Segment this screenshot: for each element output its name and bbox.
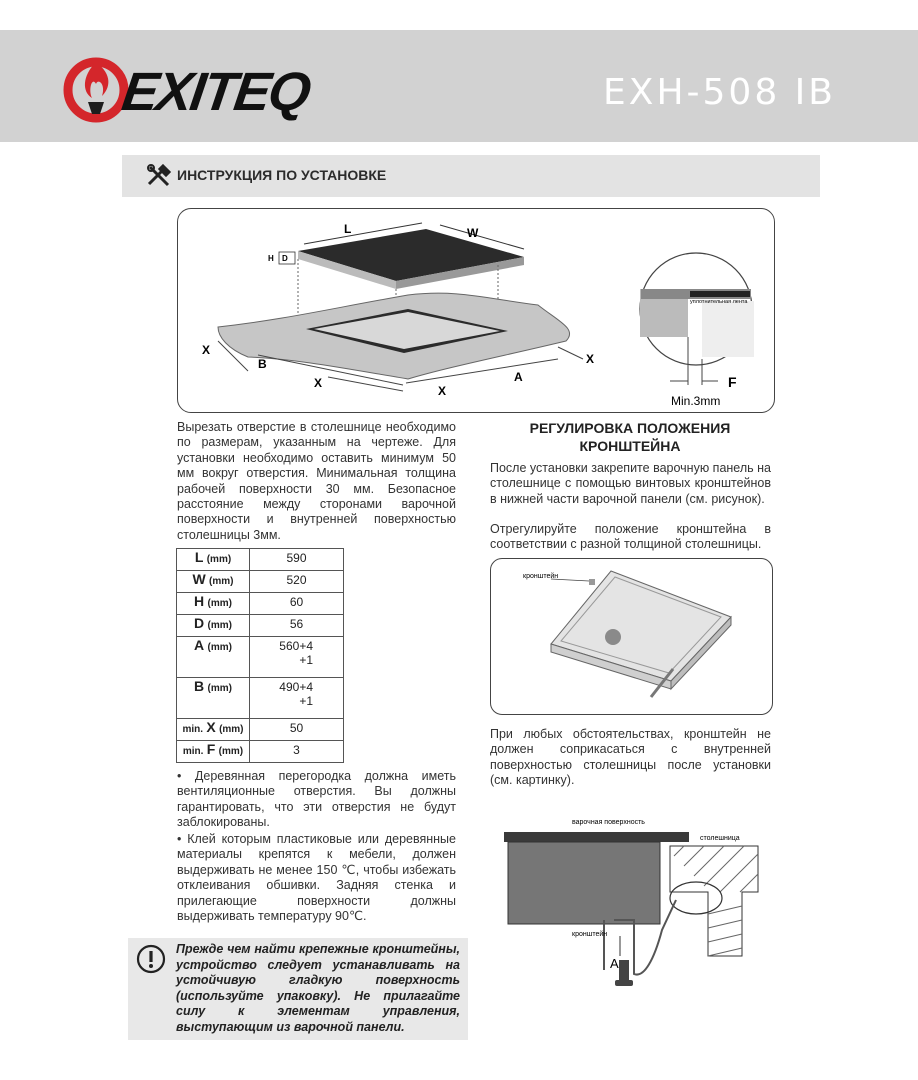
label-B: B (258, 357, 267, 371)
bracket-section-drawing (494, 810, 774, 1000)
cutout-drawing (178, 209, 774, 412)
label-F: F (728, 374, 737, 390)
tools-icon (146, 163, 172, 189)
seal-detail (640, 253, 754, 365)
table-row: H (mm) 60 (177, 593, 344, 615)
bracket-text-2: Отрегулируйте положение кронштейна в соответствии с разной толщиной столешницы. (490, 522, 771, 552)
exiteq-logo (58, 40, 398, 130)
table-row: B (mm) 490+4 +1 (177, 678, 344, 719)
warning-text: Прежде чем найти крепежные кронштейны, устройство следует устанавливать на устойчивую гладкую поверхность (используйте упаковку). Не прилагайте силу к элементам управления, выступающим из варочной панели. (176, 942, 460, 1034)
table-row: min. F (mm) 3 (177, 741, 344, 763)
bullet-glue: • Клей которым пластиковые или деревянные материалы крепятся к мебели, должен выдерживать не менее 150 ℃, чтобы избежать отклеивания обшивки. Задняя стенка и прилегающие поверхности должны выдерживать температуру 90℃. (177, 832, 456, 924)
intro-text: Вырезать отверстие в столешнице необходимо по размерам, указанным на чертеже. Для установки необходимо оставить минимум 50 мм вокруг отверстия. Минимальная толщина рабочей поверхности 30 мм. Безопасное расстояние между сторонами варочной поверхности и внутренней поверхностью столешницы 3мм. (177, 420, 456, 542)
bracket-section-title: РЕГУЛИРОВКА ПОЛОЖЕНИЯ КРОНШТЕЙНА (529, 420, 731, 454)
cutout-diagram (177, 208, 775, 413)
table-row: A (mm) 560+4 +1 (177, 637, 344, 678)
section-heading-bar (122, 155, 820, 197)
label-X-mid: X (438, 384, 447, 398)
bracket-text-3: При любых обстоятельствах, кронштейн не должен соприкасаться с внутренней поверхностью столешницы после установки (см. картинку). (490, 727, 771, 788)
warning-box (128, 938, 468, 1040)
label-seal: уплотнительная лента (690, 299, 748, 305)
label-min3mm: Min.3mm (671, 394, 721, 408)
table-row: D (mm) 56 (177, 615, 344, 637)
exclamation-icon (136, 944, 166, 974)
countertop-drawing (218, 293, 570, 379)
label-X-right: X (586, 352, 595, 366)
label-A-bottom: A (610, 956, 619, 971)
bracket-image-box (490, 558, 773, 715)
label-bracket-bottom: кронштейн (572, 931, 608, 938)
bullet-ventilation: • Деревянная перегородка должна иметь вентиляционные отверстия. Вы должны гарантировать, что эти отверстия не будут заблокированы. (177, 769, 456, 830)
table-row: min. X (mm) 50 (177, 719, 344, 741)
label-L: L (344, 222, 352, 236)
label-bracket-top: кронштейн (523, 573, 559, 580)
label-D: D (282, 254, 288, 263)
label-countertop: столешница (700, 835, 740, 842)
table-row: W (mm) 520 (177, 571, 344, 593)
label-X-bottom: X (314, 376, 323, 390)
table-row: L (mm) 590 (177, 549, 344, 571)
model-number: EXH-508 IB (603, 72, 836, 113)
label-H: H (268, 254, 274, 263)
section-title: ИНСТРУКЦИЯ ПО УСТАНОВКЕ (177, 167, 387, 183)
bracket-text-1: После установки закрепите варочную панель на столешнице с помощью винтовых кронштейнов в нижней части варочной панели (см. рисунок). (490, 461, 771, 506)
label-X-left: X (202, 343, 211, 357)
label-W: W (467, 226, 479, 240)
dimensions-table (176, 548, 344, 763)
label-A: A (514, 370, 523, 384)
brand-wordmark: EXITEQ (118, 62, 313, 122)
label-hob-surface: варочная поверхность (572, 819, 645, 826)
hob-underside-drawing (491, 559, 772, 714)
